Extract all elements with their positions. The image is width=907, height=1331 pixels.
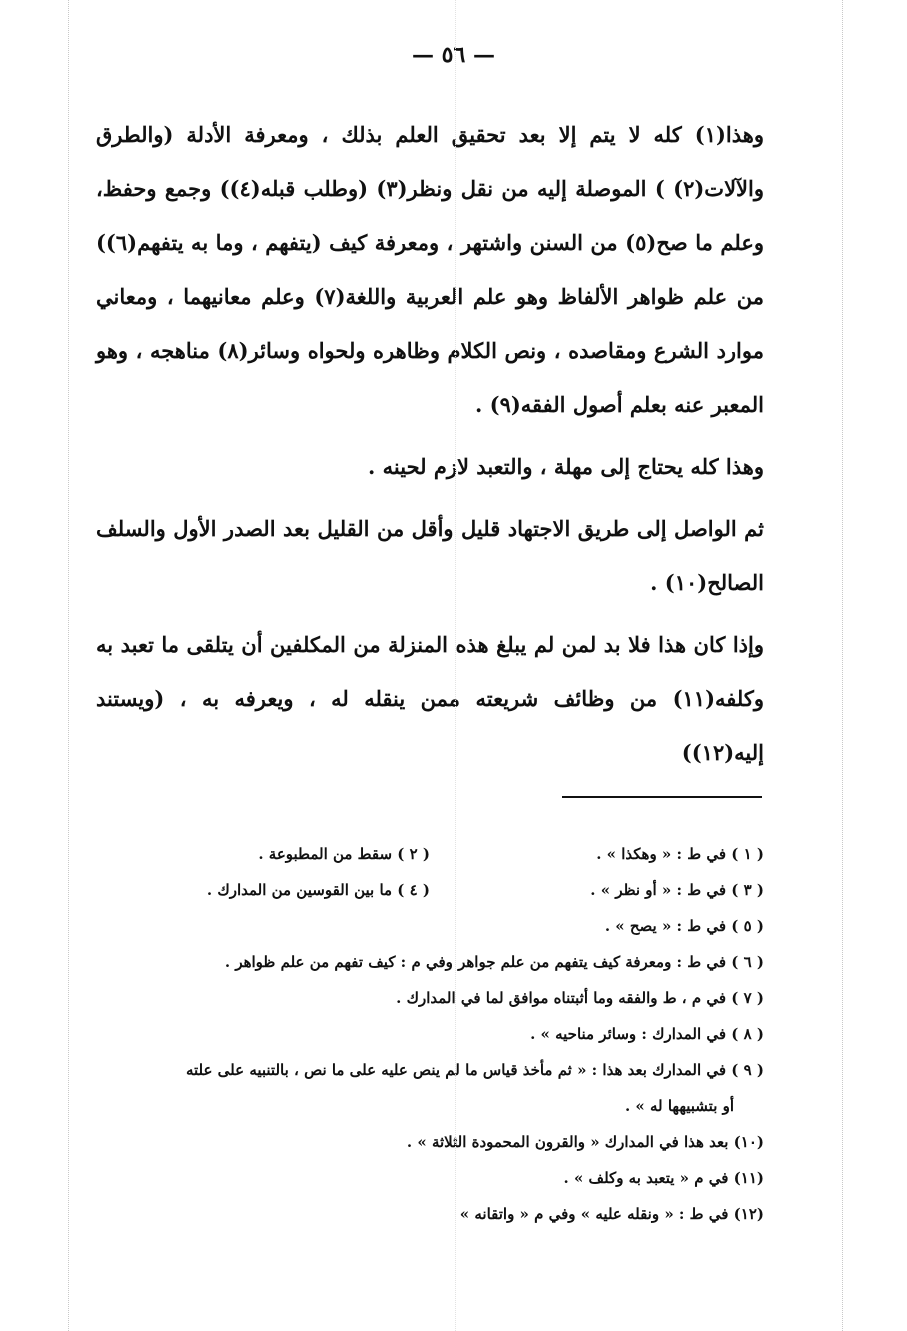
main-text: [96, 108, 764, 780]
footnote: (١١) في م « يتعبد به وكلف » .: [563, 1169, 764, 1187]
footnote: ( ٥ ) في ط : « يصح » .: [604, 917, 764, 935]
footnote: ( ٢ ) سقط من المطبوعة .: [258, 845, 430, 863]
scan-artifact-line: [68, 0, 69, 1331]
footnote-row: [96, 836, 764, 872]
paragraph: وهذا(١) كله لا يتم إلا بعد تحقيق العلم بذلك ، ومعرفة الأدلة (والطرق والآلات(٢) ) الموصلة إليه من نقل ونظر(٣) (وطلب قبله(٤)) وجمع وحفظ، وعلم ما صح(٥) من السنن واشتهر ، ومعرفة كيف (يتفهم ، وما به يتفهم(٦)) من علم ظواهر الألفاظ وهو علم العربية واللغة(٧) وعلم معانيهما ، ومعاني موارد الشرع ومقاصده ، ونص الكلام وظاهره ولحواه وسائر(٨) مناهجه ، وهو المعبر عنه بعلم أصول الفقه(٩) .: [96, 122, 764, 417]
footnote: ( ١ ) في ط : « وهكذا » .: [596, 845, 764, 863]
footnote-separator: [562, 796, 762, 798]
paragraph: وإذا كان هذا فلا بد لمن لم يبلغ هذه المنزلة من المكلفين أن يتلقى ما تعبد به وكلفه(١١) من وظائف شريعته ممن ينقله له ، ويعرفه به ، (ويستند إليه(١٢)): [96, 632, 764, 765]
footnotes: [96, 836, 764, 1232]
paragraph: ثم الواصل إلى طريق الاجتهاد قليل وأقل من القليل بعد الصدر الأول والسلف الصالح(١٠) .: [96, 516, 764, 595]
footnote: ( ٧ ) في م ، ط والفقه وما أثبتناه موافق لما في المدارك .: [396, 989, 764, 1007]
footnote: ( ٣ ) في ط : « أو نظر » .: [590, 881, 764, 899]
footnote: ( ٨ ) في المدارك : وسائر مناحيه » .: [530, 1025, 764, 1043]
footnote: ( ٤ ) ما بين القوسين من المدارك .: [206, 881, 430, 899]
footnote-continuation: أو بتشبيهها له » .: [624, 1097, 734, 1115]
page-number: — ٥٦ —: [412, 42, 495, 68]
footnote: ( ٦ ) في ط : ومعرفة كيف يتفهم من علم جواهر وفي م : كيف تفهم من علم ظواهر .: [224, 953, 764, 971]
paragraph: وهذا كله يحتاج إلى مهلة ، والتعبد لازم لحينه .: [368, 454, 764, 479]
footnote: (١٠) بعد هذا في المدارك « والقرون المحمودة الثلاثة » .: [406, 1133, 764, 1151]
footnote: (١٢) في ط : « ونقله عليه » وفي م « واتقانه »: [459, 1205, 764, 1223]
footnote: ( ٩ ) في المدارك بعد هذا : « ثم مأخذ قياس ما لم ينص عليه على ما نص ، بالتنبيه على علته: [185, 1061, 764, 1079]
scan-artifact-line: [455, 0, 456, 1331]
footnote-row: [96, 872, 764, 908]
scan-artifact-line: [842, 0, 843, 1331]
